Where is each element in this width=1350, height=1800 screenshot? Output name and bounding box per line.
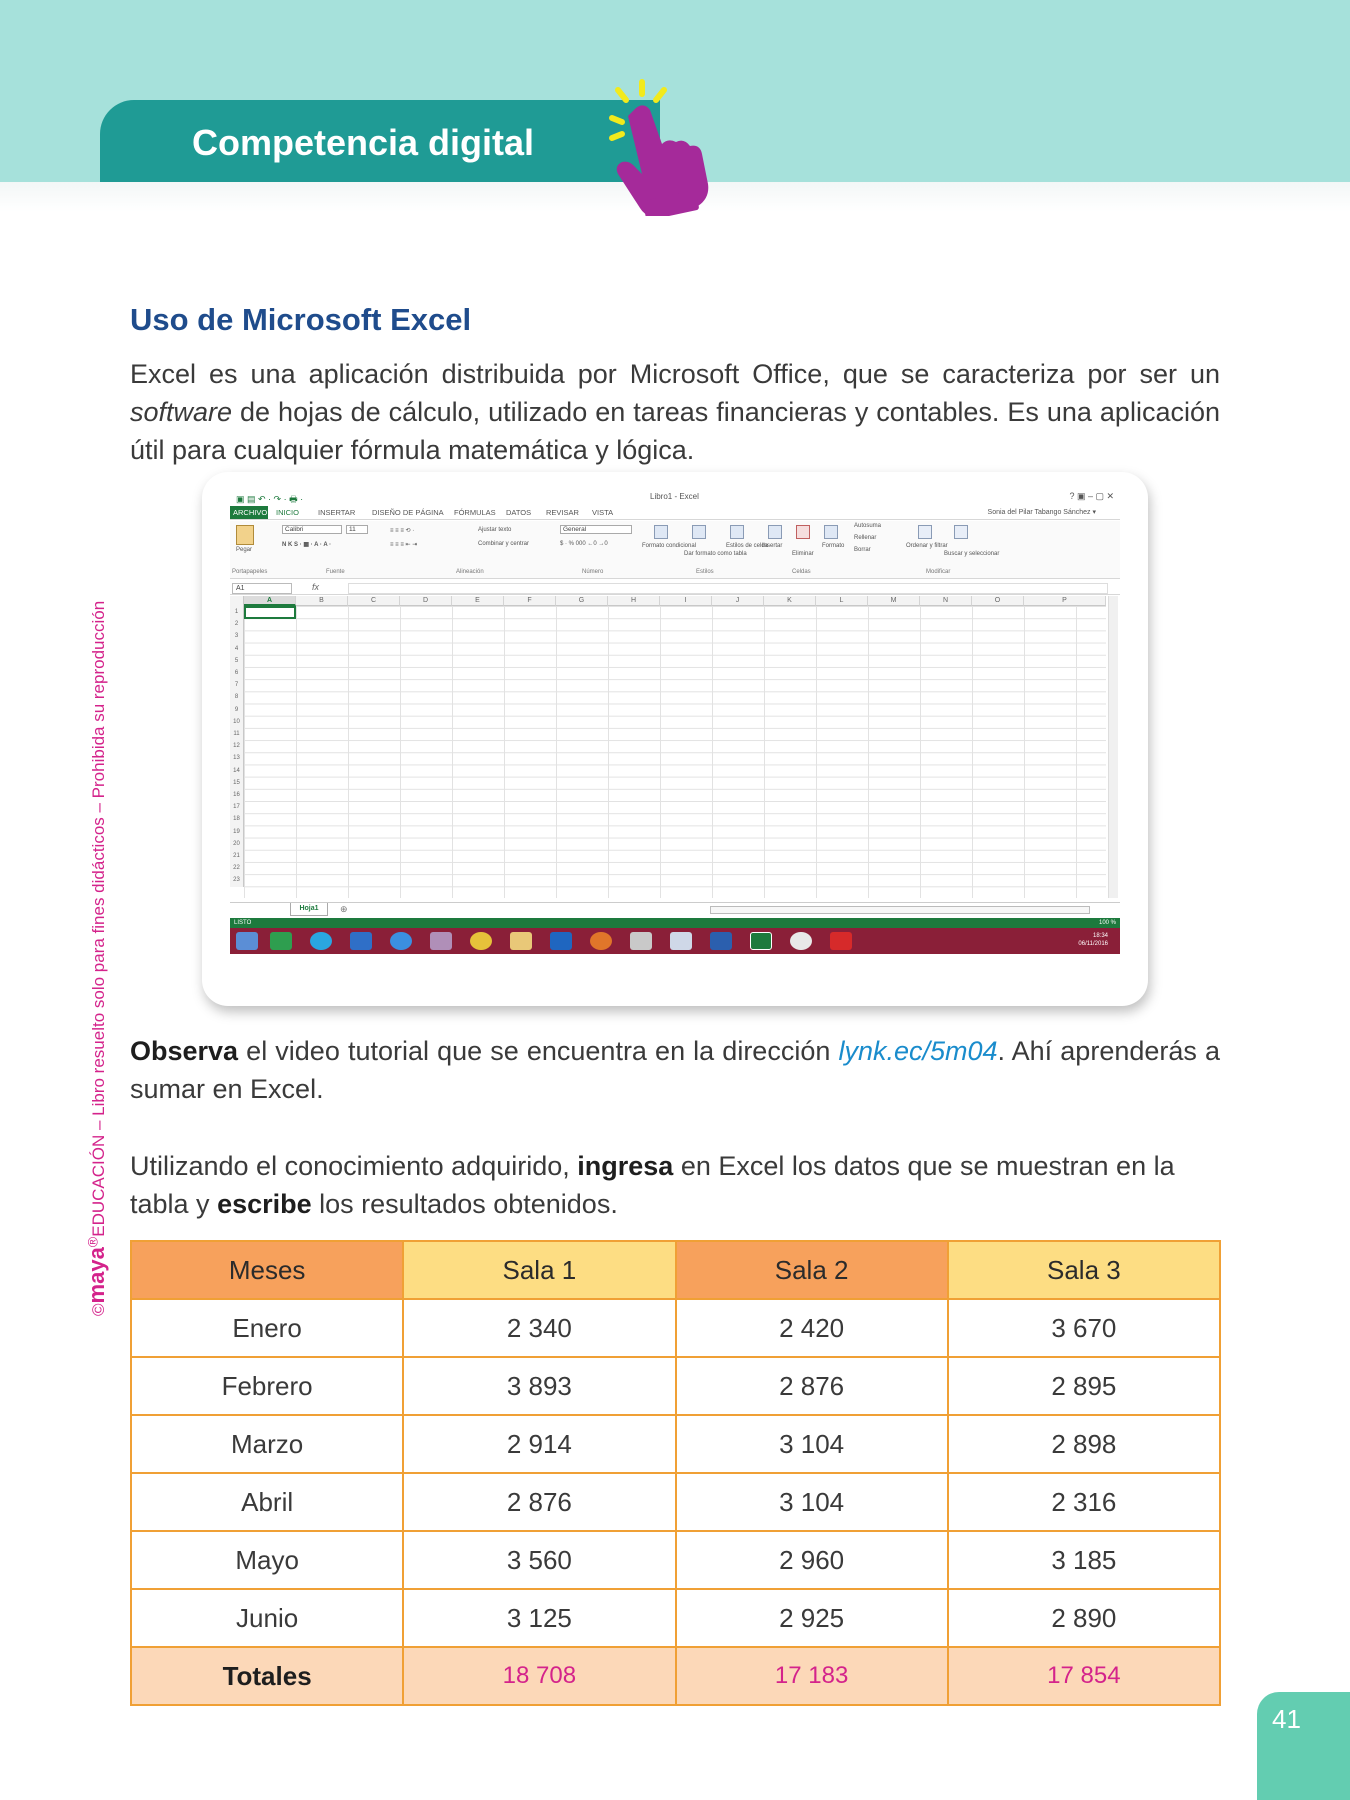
sort-filter-icon[interactable] bbox=[918, 525, 932, 539]
column-header[interactable]: L bbox=[816, 596, 868, 606]
row-header[interactable]: 19 bbox=[230, 826, 244, 838]
row-header[interactable]: 13 bbox=[230, 752, 244, 764]
file-explorer-icon[interactable] bbox=[510, 932, 532, 950]
cell-styles-label: Estilos de celda bbox=[726, 543, 769, 549]
header-sala-1: Sala 1 bbox=[403, 1241, 675, 1299]
name-box[interactable]: A1 bbox=[232, 583, 292, 594]
start-icon[interactable] bbox=[236, 932, 258, 950]
brand-name: maya bbox=[84, 1247, 109, 1304]
select-all-corner[interactable] bbox=[230, 596, 244, 606]
row-header[interactable]: 18 bbox=[230, 813, 244, 825]
ribbon-tabs bbox=[230, 506, 1120, 520]
fill-button[interactable]: Rellenar bbox=[854, 535, 877, 541]
word-icon[interactable] bbox=[710, 932, 732, 950]
snipping-tool-icon[interactable] bbox=[630, 932, 652, 950]
excel-screenshot bbox=[202, 472, 1148, 1006]
registered-symbol: ® bbox=[85, 1236, 102, 1248]
value-cell: 3 560 bbox=[403, 1531, 675, 1589]
value-cell: 2 876 bbox=[676, 1357, 948, 1415]
month-cell: Febrero bbox=[131, 1357, 403, 1415]
outlook-icon[interactable] bbox=[550, 932, 572, 950]
value-cell: 2 895 bbox=[948, 1357, 1220, 1415]
taskbar-clock[interactable]: 18:34 06/11/2016 bbox=[1078, 933, 1108, 947]
value-cell: 2 925 bbox=[676, 1589, 948, 1647]
row-header[interactable]: 7 bbox=[230, 679, 244, 691]
month-cell: Mayo bbox=[131, 1531, 403, 1589]
number-format-select[interactable]: General bbox=[560, 525, 632, 534]
row-header[interactable]: 15 bbox=[230, 777, 244, 789]
row-header[interactable]: 9 bbox=[230, 704, 244, 716]
group-modificar: Modificar bbox=[926, 569, 951, 575]
row-header[interactable]: 22 bbox=[230, 862, 244, 874]
value-cell: 2 890 bbox=[948, 1589, 1220, 1647]
group-fuente: Fuente bbox=[326, 569, 345, 575]
header-sala-3: Sala 3 bbox=[948, 1241, 1220, 1299]
format-label: Formato bbox=[822, 543, 845, 549]
value-cell: 3 670 bbox=[948, 1299, 1220, 1357]
font-select[interactable]: Calibri bbox=[282, 525, 342, 534]
row-header[interactable]: 20 bbox=[230, 838, 244, 850]
credit-text: EDUCACIÓN – Libro resuelto solo para fines didácticos – Prohibida su reproducción bbox=[89, 600, 108, 1237]
column-header[interactable]: D bbox=[400, 596, 452, 606]
copyright-symbol: © bbox=[89, 1303, 108, 1316]
sum-app-icon[interactable] bbox=[350, 932, 372, 950]
quick-access-toolbar[interactable]: ▣ ▤ ↶ · ↷ · 🖶 · bbox=[236, 494, 304, 504]
excel-taskbar-icon[interactable] bbox=[750, 932, 772, 950]
status-text: LISTO bbox=[234, 920, 252, 926]
row-header[interactable]: 5 bbox=[230, 655, 244, 667]
find-select-icon[interactable] bbox=[954, 525, 968, 539]
value-cell: 2 316 bbox=[948, 1473, 1220, 1531]
paste-icon[interactable] bbox=[236, 525, 254, 545]
month-cell: Junio bbox=[131, 1589, 403, 1647]
bold-italic-underline[interactable]: N K S · ▦ · A · A · bbox=[282, 542, 332, 548]
fx-icon[interactable]: fx bbox=[312, 582, 320, 592]
number-format-icons[interactable]: $ · % 000 ←0 →0 bbox=[560, 541, 608, 547]
page-number-tab bbox=[1257, 1692, 1350, 1800]
side-credit bbox=[84, 496, 110, 1316]
skype-icon[interactable] bbox=[310, 932, 332, 950]
row-header[interactable]: 6 bbox=[230, 667, 244, 679]
grid-lines bbox=[244, 606, 1106, 898]
column-header[interactable]: I bbox=[660, 596, 712, 606]
insert-label: Insertar bbox=[762, 543, 783, 549]
page-title: Competencia digital bbox=[192, 122, 535, 163]
value-cell: 2 876 bbox=[403, 1473, 675, 1531]
group-numero: Número bbox=[582, 569, 604, 575]
column-header[interactable]: M bbox=[868, 596, 920, 606]
tab-inicio[interactable]: INICIO bbox=[276, 508, 299, 517]
status-bar bbox=[230, 918, 1120, 928]
value-cell: 3 104 bbox=[676, 1415, 948, 1473]
tab-formulas[interactable]: FÓRMULAS bbox=[454, 508, 496, 517]
formula-input[interactable] bbox=[348, 583, 1108, 594]
autosum-button[interactable]: Autosuma bbox=[854, 523, 882, 529]
format-cells-icon[interactable] bbox=[824, 525, 838, 539]
row-header[interactable]: 21 bbox=[230, 850, 244, 862]
selected-cell-a1[interactable] bbox=[244, 606, 296, 619]
align-top-icons[interactable]: ≡ ≡ ≡ ⟲ · bbox=[390, 528, 415, 534]
paste-label: Pegar bbox=[236, 547, 253, 553]
header-sala-2: Sala 2 bbox=[676, 1241, 948, 1299]
value-cell: 2 420 bbox=[676, 1299, 948, 1357]
calendar-app-icon[interactable] bbox=[270, 932, 292, 950]
value-cell: 3 104 bbox=[676, 1473, 948, 1531]
row-header[interactable]: 14 bbox=[230, 765, 244, 777]
conditional-format-icon[interactable] bbox=[654, 525, 668, 539]
format-table-icon[interactable] bbox=[692, 525, 706, 539]
clear-button[interactable]: Borrar bbox=[854, 547, 871, 553]
column-header[interactable]: A bbox=[244, 596, 296, 606]
column-header[interactable]: C bbox=[348, 596, 400, 606]
tab-vista[interactable]: VISTA bbox=[592, 508, 614, 517]
month-cell: Marzo bbox=[131, 1415, 403, 1473]
table-row bbox=[131, 1357, 1220, 1415]
intro-paragraph: Excel es una aplicación distribuida por Microsoft Office, que se caracteriza por ser un software de hojas de cálculo, utilizado en tareas financieras y contables. Es una aplicación útil para cualquier fórmula matemática y lógica. bbox=[130, 359, 1220, 465]
horizontal-scrollbar[interactable] bbox=[710, 906, 1090, 914]
insert-cells-icon[interactable] bbox=[768, 525, 782, 539]
value-cell: 3 185 bbox=[948, 1531, 1220, 1589]
value-cell: 3 125 bbox=[403, 1589, 675, 1647]
notepad-icon[interactable] bbox=[670, 932, 692, 950]
table-row bbox=[131, 1473, 1220, 1531]
tutorial-link[interactable]: lynk.ec/5m04 bbox=[838, 1036, 998, 1066]
table-header-row bbox=[131, 1241, 1220, 1299]
tab-insertar[interactable]: INSERTAR bbox=[318, 508, 356, 517]
attendance-table bbox=[130, 1240, 1221, 1706]
row-header[interactable]: 17 bbox=[230, 801, 244, 813]
row-header[interactable]: 16 bbox=[230, 789, 244, 801]
paint-icon[interactable] bbox=[430, 932, 452, 950]
group-estilos: Estilos bbox=[696, 569, 714, 575]
window-controls[interactable]: ? ▣ – ▢ ✕ bbox=[1069, 491, 1114, 501]
column-header[interactable]: H bbox=[608, 596, 660, 606]
page-number: 41 bbox=[1272, 1704, 1301, 1734]
sort-label: Ordenar y filtrar bbox=[906, 543, 948, 549]
observe-paragraph: Observa el video tutorial que se encuentra en la dirección lynk.ec/5m04. Ahí aprenderás a sumar en Excel. bbox=[130, 1036, 1221, 1104]
month-cell: Enero bbox=[131, 1299, 403, 1357]
column-header[interactable]: O bbox=[972, 596, 1024, 606]
excel-titlebar bbox=[230, 490, 1120, 504]
value-cell: 2 914 bbox=[403, 1415, 675, 1473]
find-label: Buscar y seleccionar bbox=[944, 551, 1000, 557]
add-sheet-icon[interactable]: ⊕ bbox=[340, 904, 348, 914]
row-header[interactable]: 8 bbox=[230, 691, 244, 703]
firefox-icon[interactable] bbox=[590, 932, 612, 950]
zoom-level[interactable]: 100 % bbox=[1098, 920, 1116, 926]
column-header[interactable]: P bbox=[1024, 596, 1106, 606]
column-header[interactable]: J bbox=[712, 596, 764, 606]
table-row bbox=[131, 1531, 1220, 1589]
wrap-text-button[interactable]: Ajustar texto bbox=[478, 527, 512, 533]
merge-center-button[interactable]: Combinar y centrar bbox=[478, 541, 530, 547]
user-account[interactable]: Sonia del Pilar Tabango Sánchez ▾ bbox=[987, 509, 1096, 516]
group-alineacion: Alineación bbox=[456, 569, 484, 575]
cond-format-label: Formato condicional bbox=[642, 543, 697, 549]
tab-archivo[interactable]: ARCHIVO bbox=[230, 506, 268, 519]
task-paragraph: Utilizando el conocimiento adquirido, ingresa en Excel los datos que se muestran en la tabla y escribe los resultados obtenidos. bbox=[130, 1151, 1175, 1219]
row-header[interactable]: 11 bbox=[230, 728, 244, 740]
row-header[interactable]: 3 bbox=[230, 630, 244, 642]
tab-diseno[interactable]: DISEÑO DE PÁGINA bbox=[372, 508, 444, 517]
value-cell: 2 960 bbox=[676, 1531, 948, 1589]
as-table-label: Dar formato como tabla bbox=[684, 551, 747, 557]
delete-label: Eliminar bbox=[792, 551, 814, 557]
excel-window-title: Libro1 - Excel bbox=[650, 492, 699, 501]
group-portapapeles: Portapapeles bbox=[232, 569, 268, 575]
totals-row bbox=[131, 1647, 1220, 1705]
section-title: Uso de Microsoft Excel bbox=[130, 302, 472, 337]
column-header[interactable]: N bbox=[920, 596, 972, 606]
internet-explorer-icon[interactable] bbox=[390, 932, 412, 950]
table-row bbox=[131, 1299, 1220, 1357]
delete-cells-icon[interactable] bbox=[796, 525, 810, 539]
media-player-icon[interactable] bbox=[790, 932, 812, 950]
windows-taskbar bbox=[230, 928, 1120, 954]
total-sala-2: 17 183 bbox=[676, 1647, 948, 1705]
column-header[interactable]: B bbox=[296, 596, 348, 606]
total-sala-1: 18 708 bbox=[403, 1647, 675, 1705]
row-header[interactable]: 4 bbox=[230, 643, 244, 655]
row-header[interactable]: 12 bbox=[230, 740, 244, 752]
row-header[interactable]: 10 bbox=[230, 716, 244, 728]
acrobat-icon[interactable] bbox=[830, 932, 852, 950]
tab-datos[interactable]: DATOS bbox=[506, 508, 532, 517]
month-cell: Abril bbox=[131, 1473, 403, 1531]
column-header[interactable]: F bbox=[504, 596, 556, 606]
row-header[interactable]: 2 bbox=[230, 618, 244, 630]
font-size-select[interactable]: 11 bbox=[346, 525, 368, 534]
align-bottom-icons[interactable]: ≡ ≡ ≡ ⇤ ⇥ bbox=[390, 542, 418, 548]
total-sala-3: 17 854 bbox=[948, 1647, 1220, 1705]
excel-window bbox=[230, 490, 1120, 990]
table-row bbox=[131, 1415, 1220, 1473]
sheet-tab[interactable]: Hoja1 bbox=[290, 903, 328, 916]
group-celdas: Celdas bbox=[792, 569, 811, 575]
column-header[interactable]: K bbox=[764, 596, 816, 606]
column-header[interactable]: E bbox=[452, 596, 504, 606]
column-header[interactable]: G bbox=[556, 596, 608, 606]
spreadsheet-grid[interactable] bbox=[230, 596, 1106, 898]
hand-pointer-icon bbox=[598, 76, 718, 216]
row-header[interactable]: 23 bbox=[230, 874, 244, 886]
chrome-icon[interactable] bbox=[470, 932, 492, 950]
cell-styles-icon[interactable] bbox=[730, 525, 744, 539]
value-cell: 2 340 bbox=[403, 1299, 675, 1357]
vertical-scrollbar[interactable] bbox=[1108, 596, 1118, 898]
table-row bbox=[131, 1589, 1220, 1647]
tab-revisar[interactable]: REVISAR bbox=[546, 508, 579, 517]
totals-label: Totales bbox=[131, 1647, 403, 1705]
value-cell: 3 893 bbox=[403, 1357, 675, 1415]
value-cell: 2 898 bbox=[948, 1415, 1220, 1473]
formula-bar bbox=[230, 582, 1120, 595]
row-header[interactable]: 1 bbox=[230, 606, 244, 618]
ribbon bbox=[230, 521, 1120, 579]
sheet-tabs-bar bbox=[230, 902, 1120, 916]
header-meses: Meses bbox=[131, 1241, 403, 1299]
